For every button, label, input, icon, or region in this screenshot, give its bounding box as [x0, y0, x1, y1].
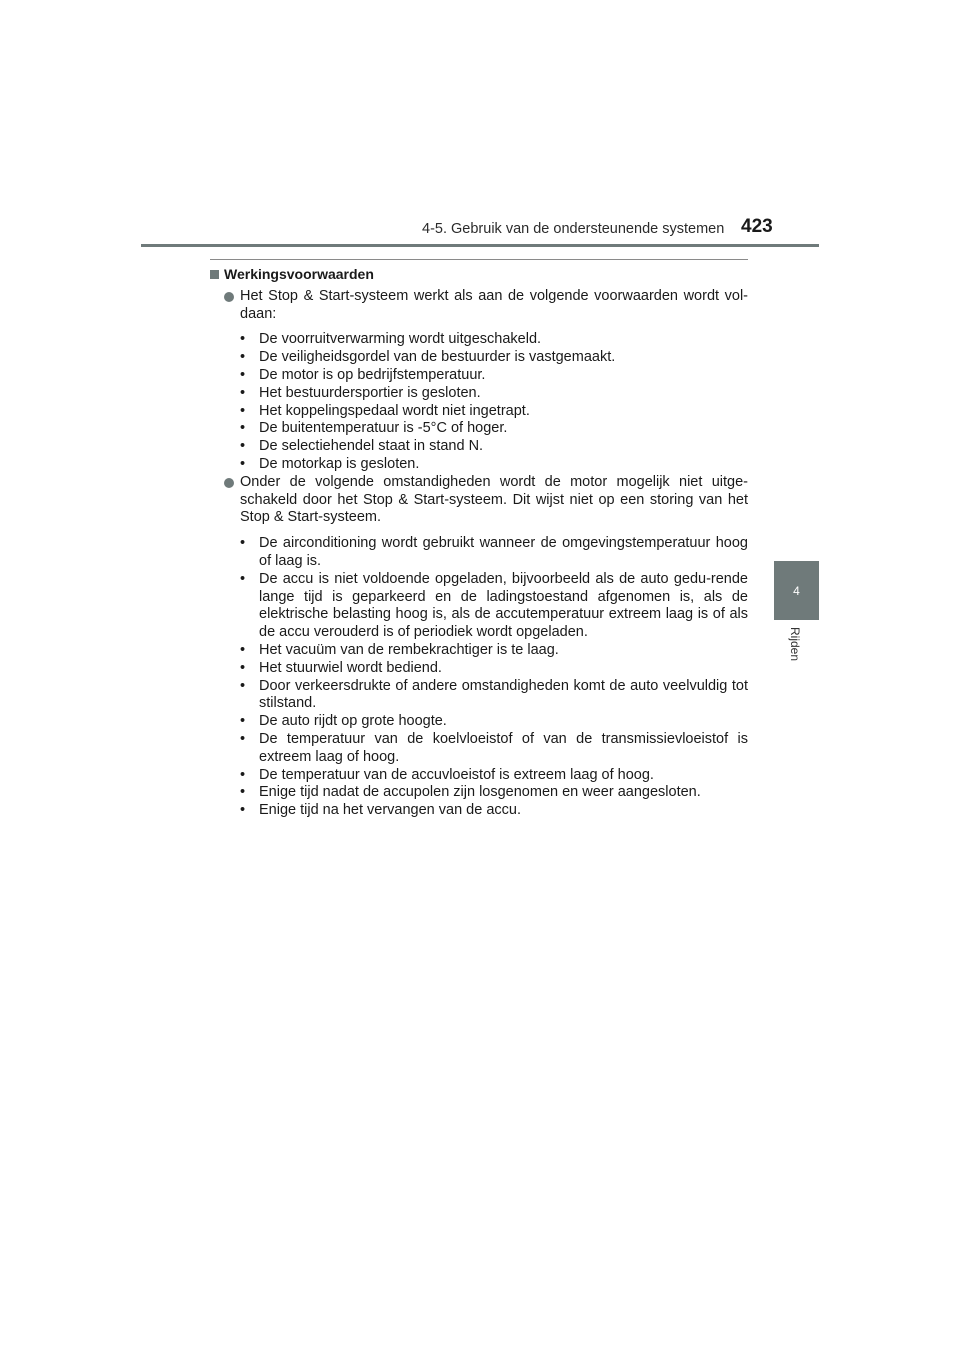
list-item: • De veiligheidsgordel van de bestuurder is vastgemaakt. — [240, 349, 748, 367]
list-item: • De motorkap is gesloten. — [240, 456, 748, 474]
header-title: 4-5. Gebruik van de ondersteunende systemen — [422, 221, 725, 237]
circle-bullet-icon — [224, 292, 234, 302]
sub-list — [210, 535, 748, 820]
list-item: • De airconditioning wordt gebruikt wanneer de omgevingstemperatuur hoog of laag is. — [240, 535, 748, 571]
header-rule — [141, 244, 819, 247]
sub-list — [210, 331, 748, 473]
circle-bullet-icon — [224, 478, 234, 488]
section-heading-text: Werkingsvoorwaarden — [224, 266, 374, 282]
bullet-paragraph — [210, 474, 748, 527]
list-item: • De motor is op bedrijfstemperatuur. — [240, 367, 748, 385]
list-item: • Het stuurwiel wordt bediend. — [240, 660, 748, 678]
bullet-block-2 — [210, 474, 748, 820]
list-item: • Het koppelingspedaal wordt niet ingetrapt. — [240, 403, 748, 421]
list-item: • Het bestuurdersportier is gesloten. — [240, 385, 748, 403]
bullet-text: Het Stop & Start-systeem werkt als aan de volgende voorwaarden wordt vol-daan: — [240, 287, 748, 322]
list-item: • De buitentemperatuur is -5°C of hoger. — [240, 420, 748, 438]
list-item: • De temperatuur van de accuvloeistof is extreem laag of hoog. — [240, 767, 748, 785]
list-item: • De auto rijdt op grote hoogte. — [240, 713, 748, 731]
section-heading — [210, 266, 748, 284]
list-item: • Enige tijd nadat de accupolen zijn losgenomen en weer aangesloten. — [240, 784, 748, 802]
content — [210, 266, 748, 820]
list-item: • Door verkeersdrukte of andere omstandigheden komt de auto veelvuldig tot stilstand. — [240, 678, 748, 714]
list-item: • De selectiehendel staat in stand N. — [240, 438, 748, 456]
chapter-number: 4 — [793, 583, 800, 598]
list-item: • Het vacuüm van de rembekrachtiger is te laag. — [240, 642, 748, 660]
bullet-block-1 — [210, 288, 748, 474]
list-item: • Enige tijd na het vervangen van de accu. — [240, 802, 748, 820]
list-item: • De voorruitverwarming wordt uitgeschakeld. — [240, 331, 748, 349]
chapter-tab — [774, 561, 819, 620]
list-item: • De temperatuur van de koelvloeistof of van de transmissievloeistof is extreem laag of hoog. — [240, 731, 748, 767]
square-bullet-icon — [210, 270, 219, 279]
chapter-label: Rijden — [788, 627, 802, 662]
bullet-paragraph — [210, 288, 748, 324]
page-number: 423 — [741, 216, 773, 237]
bullet-text: Onder de volgende omstandigheden wordt de motor mogelijk niet uitge-schakeld door het Stop & Start-systeem. Dit wijst niet op een storing van het Stop & Start-systeem. — [240, 473, 748, 526]
list-item: • De accu is niet voldoende opgeladen, bijvoorbeeld als de auto gedu-rende lange tijd is geparkeerd en de ladingstoestand afgenomen is, als de elektrische belasting hoog is, als de accutemperatuur extreem laag is of als de accu verouderd is of periodiek wordt opgeladen. — [240, 571, 748, 642]
section-rule — [210, 259, 748, 260]
